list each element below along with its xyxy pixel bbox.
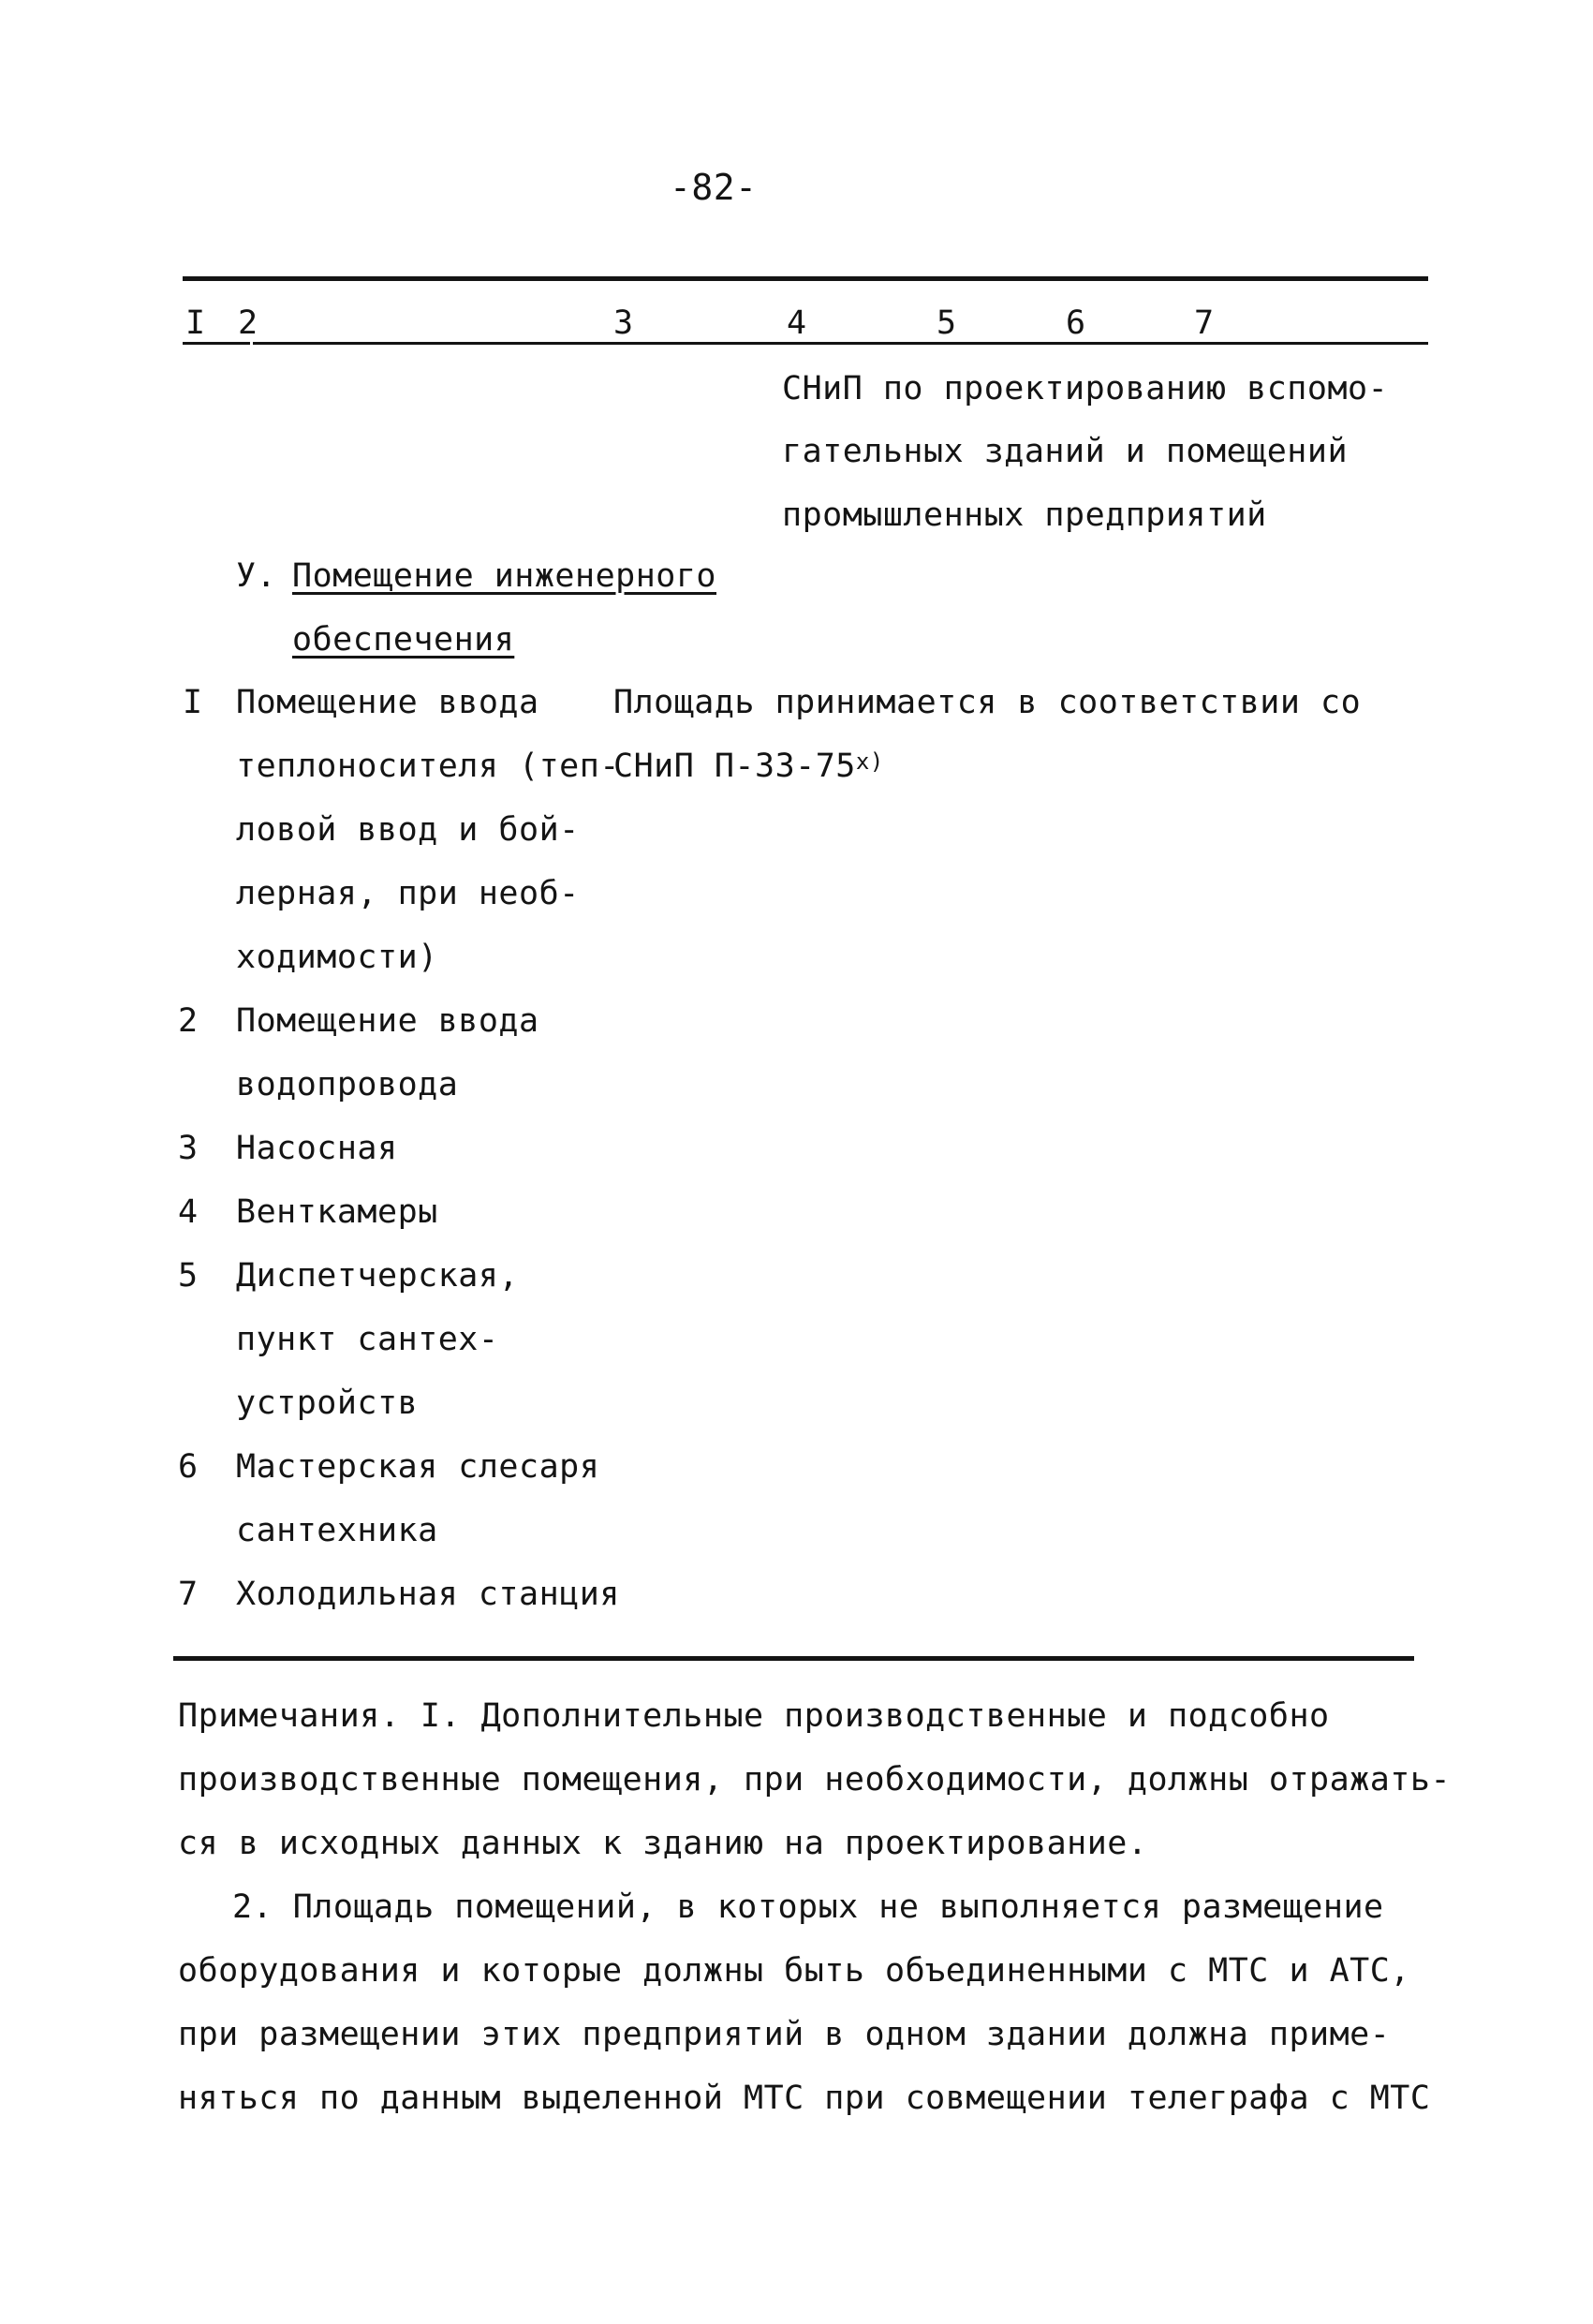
row-label: водопровода — [236, 1066, 459, 1103]
note-line: производственные помещения, при необходимости, должны отражать- — [178, 1761, 1452, 1799]
note-line: 2. Площадь помещений, в которых не выполняется размещение — [232, 1888, 1384, 1926]
row-number: 4 — [178, 1193, 199, 1231]
snip-reference: СНиП П-33-75 — [613, 748, 856, 785]
col-header-5: 5 — [937, 304, 957, 342]
row-label: сантехника — [236, 1512, 438, 1549]
footnote-mark: х) — [855, 748, 884, 775]
section-title: Помещение инженерного — [292, 557, 717, 595]
col-header-2: 2 — [238, 304, 258, 342]
area-note: Площадь принимается в соответствии со — [613, 684, 1362, 721]
header-underline-short — [183, 342, 250, 345]
row-label: Диспетчерская, — [236, 1257, 520, 1295]
header-rule — [253, 342, 1428, 345]
row-label: Холодильная станция — [236, 1576, 620, 1613]
note-line: оборудования и которые должны быть объединенными с МТС и АТС, — [178, 1952, 1410, 1990]
col-header-3: 3 — [613, 304, 634, 342]
row-number: I — [183, 684, 203, 721]
row-label: ходимости) — [236, 939, 438, 976]
table-top-rule — [183, 276, 1428, 281]
note-line: ся в исходных данных к зданию на проектирование. — [178, 1825, 1148, 1862]
note-line: няться по данным выделенной МТС при совмещении телеграфа с МТС — [178, 2080, 1431, 2117]
row-label: Мастерская слесаря — [236, 1448, 600, 1486]
col-header-1: I — [185, 304, 206, 342]
row-number: 3 — [178, 1130, 199, 1167]
section-title-cont: обеспечения — [292, 621, 515, 659]
row-label: пункт сантех- — [236, 1321, 499, 1358]
table-bottom-rule — [173, 1656, 1414, 1661]
note-line: при размещении этих предприятий в одном здании должна приме- — [178, 2016, 1391, 2053]
col-header-6: 6 — [1066, 304, 1086, 342]
intro-line: гательных зданий и помещений — [782, 433, 1349, 470]
row-label: лерная, при необ- — [236, 875, 580, 912]
intro-line: промышленных предприятий — [782, 496, 1267, 534]
row-label: Насосная — [236, 1130, 398, 1167]
row-label: Венткамеры — [236, 1193, 438, 1231]
note-line: Примечания. I. Дополнительные производственные и подсобно — [178, 1697, 1330, 1735]
row-label: теплоносителя (теп- — [236, 748, 620, 785]
row-label: ловой ввод и бой- — [236, 811, 580, 849]
row-number: 6 — [178, 1448, 199, 1486]
row-label: устройств — [236, 1384, 419, 1422]
row-label: Помещение ввода — [236, 1002, 539, 1040]
col-header-4: 4 — [787, 304, 807, 342]
intro-line: СНиП по проектированию вспомо- — [782, 370, 1389, 407]
row-number: 7 — [178, 1576, 199, 1613]
page-number: -82- — [670, 167, 758, 208]
row-label: Помещение ввода — [236, 684, 539, 721]
row-number: 2 — [178, 1002, 199, 1040]
area-note-ref — [613, 748, 884, 788]
col-header-7: 7 — [1194, 304, 1215, 342]
section-prefix: У. — [236, 557, 277, 595]
row-number: 5 — [178, 1257, 199, 1295]
